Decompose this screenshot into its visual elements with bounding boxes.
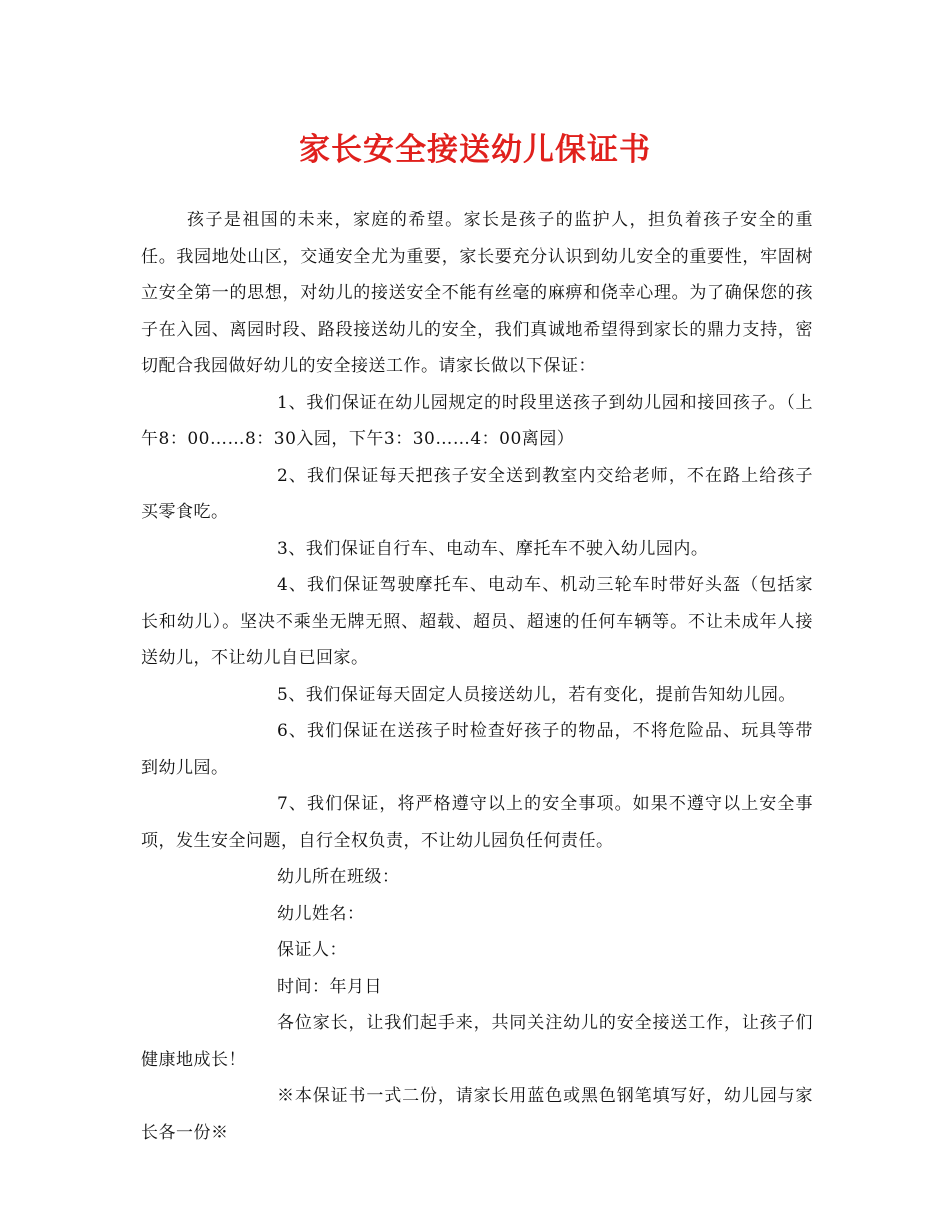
document-body — [141, 202, 813, 1151]
closing-paragraph: 各位家长，让我们起手来，共同关注幼儿的安全接送工作，让孩子们健康地成长！ — [141, 1013, 813, 1070]
copies-note: ※本保证书一式二份，请家长用蓝色或黑色钢笔填写好，幼儿园与家长各一份※ — [141, 1086, 813, 1143]
intro-paragraph: 孩子是祖国的未来，家庭的希望。家长是孩子的监护人，担负着孩子安全的重任。我园地处山区，交通安全尤为重要，家长要充分认识到幼儿安全的重要性，牢固树立安全第一的思想，对幼儿的接送安全不能有丝毫的麻痹和侥幸心理。为了确保您的孩子在入园、离园时段、路段接送幼儿的安全，我们真诚地希望得到家长的鼎力支持，密切配合我园做好幼儿的安全接送工作。请家长做以下保证： — [141, 210, 813, 376]
child-name-field-label: 幼儿姓名： — [277, 903, 365, 924]
pledge-item-6: 6、我们保证在送孩子时检查好孩子的物品，不将危险品、玩具等带到幼儿园。 — [141, 721, 813, 778]
pledge-item-7: 7、我们保证，将严格遵守以上的安全事项。如果不遵守以上安全事项，发生安全问题，自行全权负责，不让幼儿园负任何责任。 — [141, 794, 813, 851]
pledge-item-4: 4、我们保证驾驶摩托车、电动车、机动三轮车时带好头盔（包括家长和幼儿）。坚决不乘坐无牌无照、超载、超员、超速的任何车辆等。不让未成年人接送幼儿，不让幼儿自已回家。 — [141, 575, 813, 668]
guarantor-field-label: 保证人： — [277, 940, 347, 960]
class-field-label: 幼儿所在班级： — [277, 867, 400, 887]
pledge-item-3: 3、我们保证自行车、电动车、摩托车不驶入幼儿园内。 — [277, 538, 709, 559]
date-field-label: 时间：年月日 — [277, 976, 382, 997]
pledge-item-5: 5、我们保证每天固定人员接送幼儿，若有变化，提前告知幼儿园。 — [277, 684, 796, 705]
document-title: 家长安全接送幼儿保证书 — [299, 132, 651, 168]
pledge-item-2: 2、我们保证每天把孩子安全送到教室内交给老师，不在路上给孩子买零食吃。 — [141, 465, 813, 522]
pledge-item-1: 1、我们保证在幼儿园规定的时段里送孩子到幼儿园和接回孩子。（上午8：00……8：30入园，下午3：30……4：00离园） — [141, 392, 813, 449]
